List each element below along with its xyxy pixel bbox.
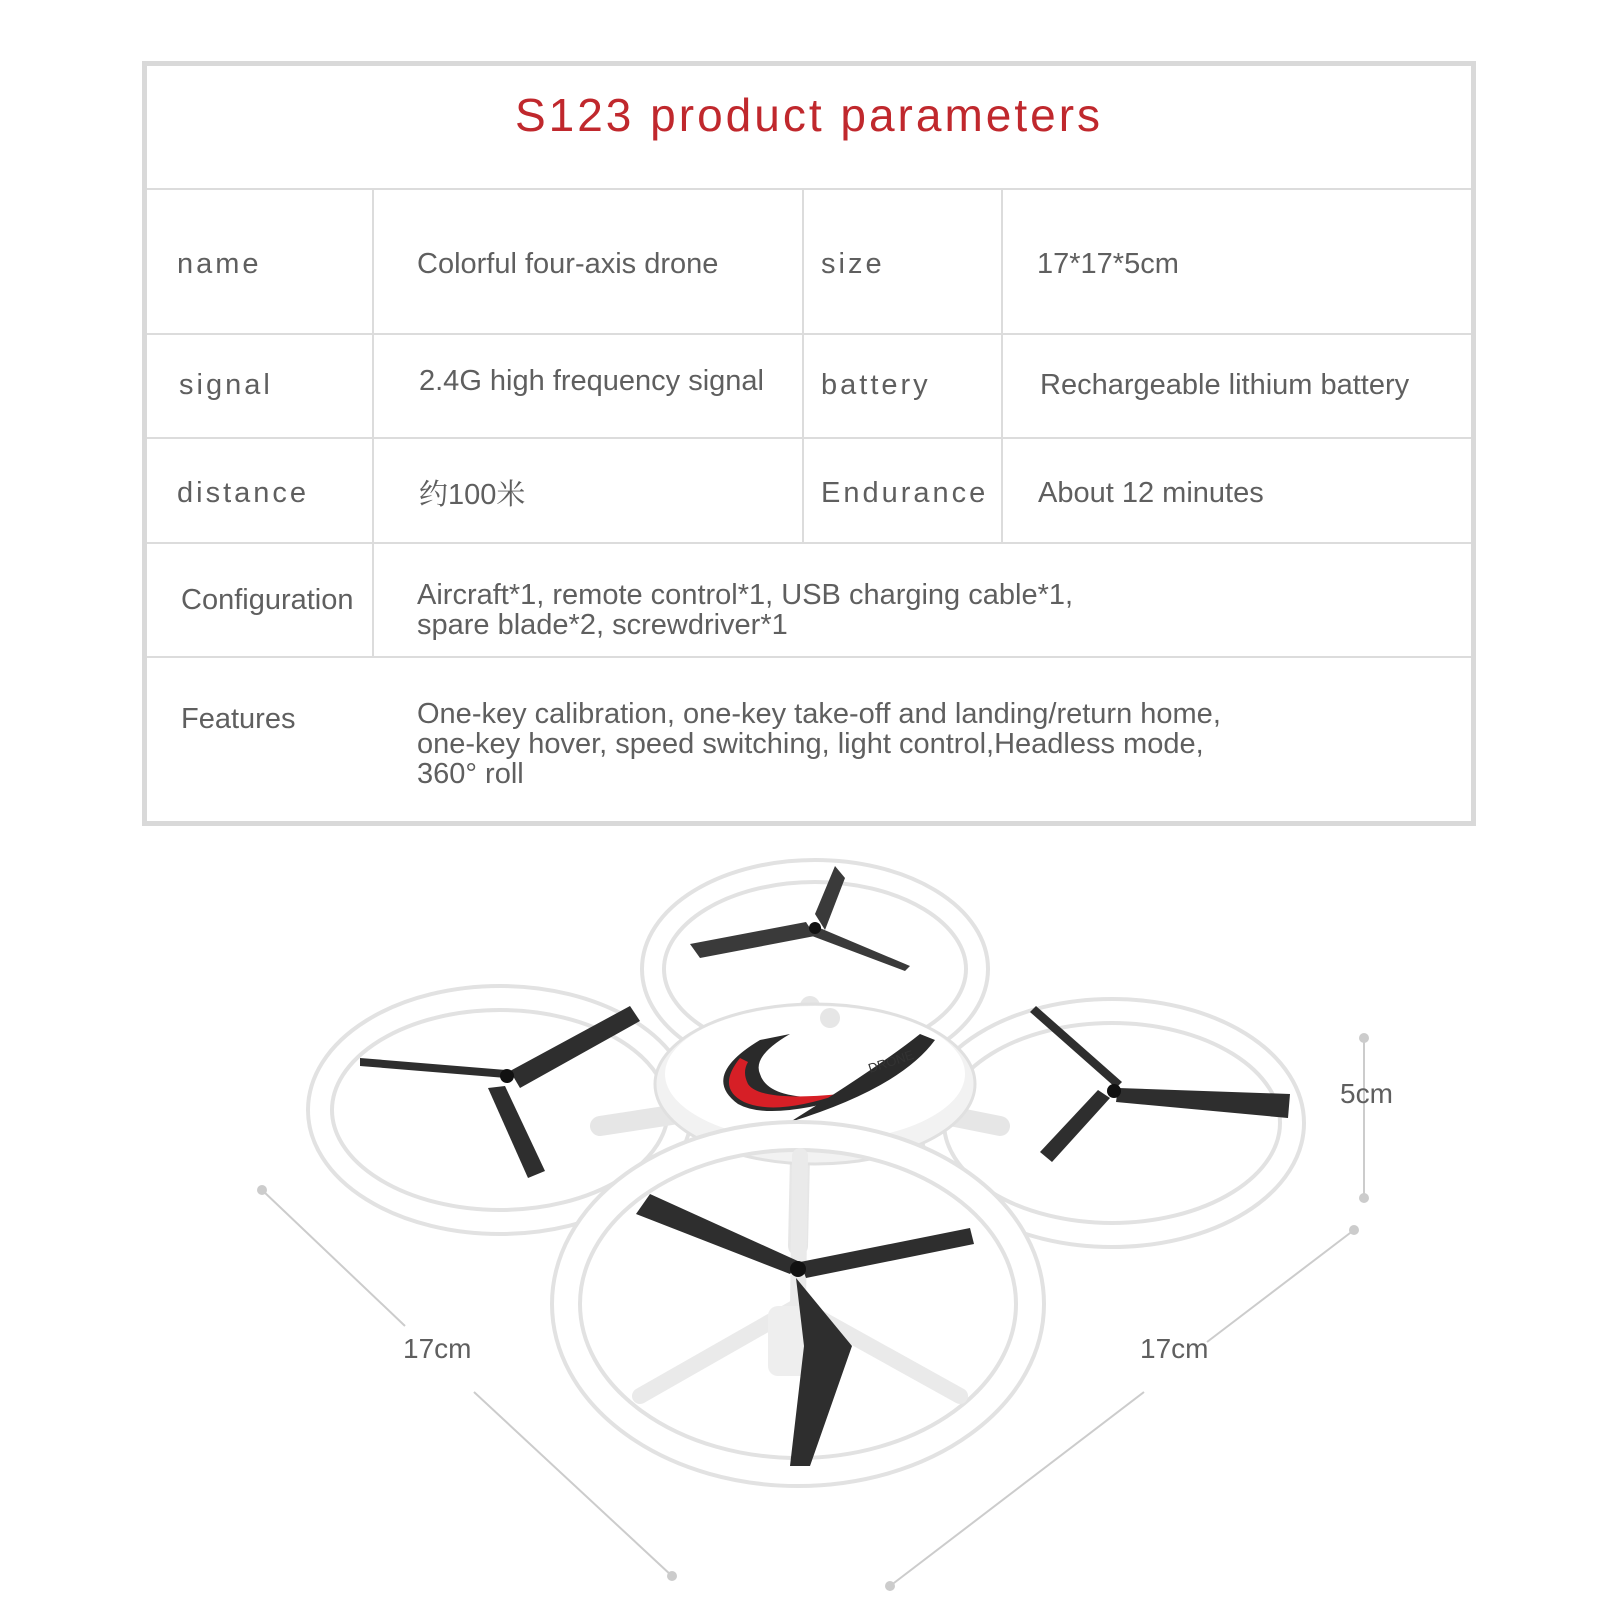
endurance-label: Endurance [821, 477, 989, 509]
drone-body [320, 866, 1292, 1472]
table-title: S123 product parameters [514, 89, 1104, 141]
column-divider [1001, 188, 1003, 542]
drone-illustration-area [0, 826, 1600, 1600]
battery-label: battery [821, 369, 931, 401]
features-line: 360° roll [417, 758, 524, 790]
size-value: 17*17*5cm [1037, 248, 1179, 280]
configuration-line: Aircraft*1, remote control*1, USB charging cable*1, [417, 579, 1074, 611]
battery-value: Rechargeable lithium battery [1040, 369, 1410, 401]
row-divider [147, 333, 1471, 335]
row-divider [147, 188, 1471, 190]
configuration-line: spare blade*2, screwdriver*1 [417, 609, 788, 641]
size-label: size [821, 248, 885, 280]
features-line: One-key calibration, one-key take-off and landing/return home, [417, 698, 1221, 730]
height-dimension-label: 5cm [1340, 1078, 1393, 1109]
right-dimension-line [890, 1392, 1144, 1586]
signal-label: signal [179, 369, 273, 401]
features-line: one-key hover, speed switching, light control,Headless mode, [417, 728, 1204, 760]
name-label: name [177, 248, 262, 280]
left-width-dimension-label: 17cm [403, 1333, 472, 1364]
drone-logo-text: DRONE [866, 1047, 916, 1076]
features-label: Features [181, 703, 296, 735]
column-divider [802, 188, 804, 542]
distance-label: distance [177, 477, 310, 509]
configuration-value [417, 580, 1417, 640]
name-value: Colorful four-axis drone [417, 248, 719, 280]
features-value [417, 699, 1457, 789]
configuration-label: Configuration [181, 584, 354, 616]
endurance-value: About 12 minutes [1038, 477, 1264, 509]
parameter-table [142, 61, 1476, 826]
row-divider [147, 542, 1471, 544]
signal-value: 2.4G high frequency signal [419, 365, 764, 397]
column-divider [372, 188, 374, 656]
row-divider [147, 437, 1471, 439]
drone-illustration [0, 826, 1600, 1600]
row-divider [147, 656, 1471, 658]
distance-value: 约100米 [419, 479, 526, 511]
right-dimension-line [1207, 1230, 1354, 1342]
right-width-dimension-label: 17cm [1140, 1333, 1209, 1364]
